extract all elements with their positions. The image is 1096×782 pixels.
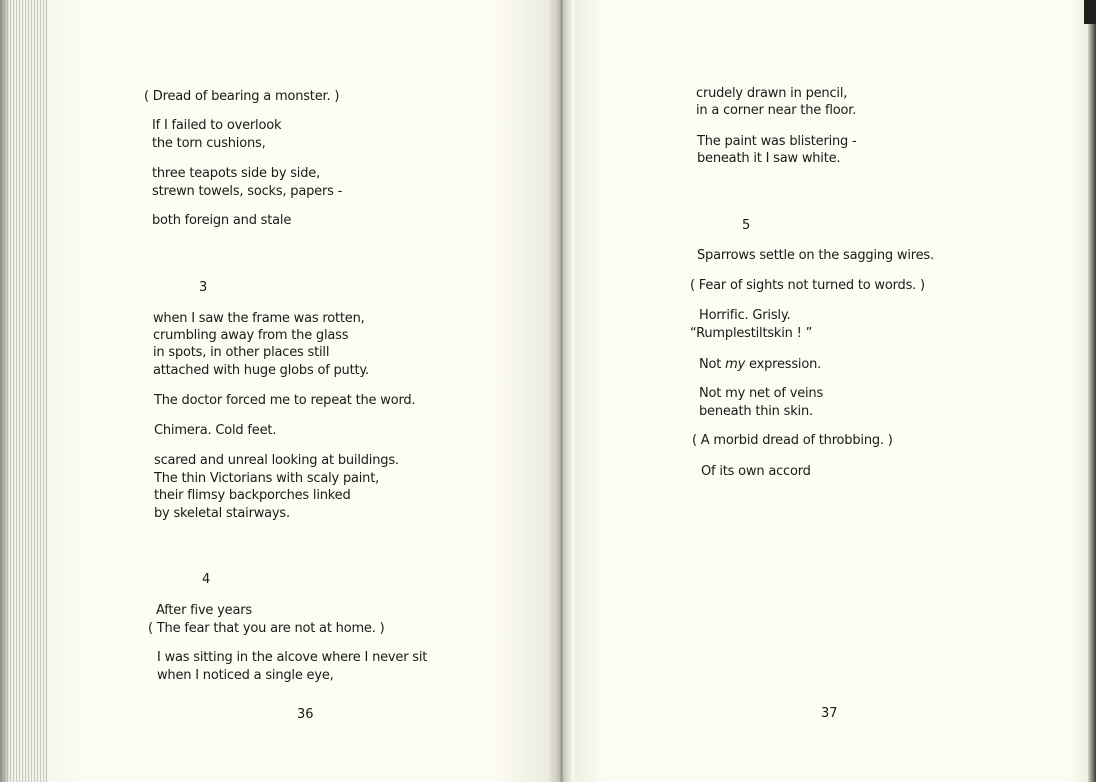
poem-line: I was sitting in the alcove where I never sit bbox=[157, 650, 428, 665]
section-number-4: 4 bbox=[202, 572, 211, 587]
poem-line: when I saw the frame was rotten, bbox=[153, 311, 365, 326]
line-segment: expression. bbox=[745, 357, 822, 372]
poem-line: The paint was blistering - bbox=[697, 134, 857, 149]
poem-line: scared and unreal looking at buildings. bbox=[154, 453, 399, 468]
page-number-right: 37 bbox=[821, 706, 838, 721]
poem-line: in spots, in other places still bbox=[153, 345, 330, 360]
poem-line: If I failed to overlook bbox=[152, 118, 282, 133]
page-number-left: 36 bbox=[297, 707, 314, 722]
poem-line: three teapots side by side, bbox=[152, 166, 321, 181]
poem-line: crumbling away from the glass bbox=[153, 328, 349, 343]
poem-line: both foreign and stale bbox=[152, 213, 292, 228]
poem-line: After five years bbox=[156, 603, 252, 618]
poem-line: in a corner near the floor. bbox=[696, 103, 857, 118]
poem-line: Of its own accord bbox=[701, 464, 811, 479]
page-edge-shadow bbox=[0, 0, 10, 782]
poem-line: by skeletal stairways. bbox=[154, 506, 290, 521]
line-segment: Not bbox=[699, 357, 726, 372]
poem-line: “Rumplestiltskin ! ” bbox=[690, 326, 813, 341]
right-page-edge bbox=[1088, 0, 1096, 782]
poem-line: crudely drawn in pencil, bbox=[696, 86, 848, 101]
poem-line: ( Fear of sights not turned to words. ) bbox=[690, 278, 925, 293]
poem-line: their flimsy backporches linked bbox=[154, 488, 351, 503]
poem-line: strewn towels, socks, papers - bbox=[152, 184, 343, 199]
poem-line: The doctor forced me to repeat the word. bbox=[154, 393, 416, 408]
poem-line: beneath thin skin. bbox=[699, 404, 813, 419]
book-gutter bbox=[548, 0, 574, 782]
poem-line: The thin Victorians with scaly paint, bbox=[154, 471, 380, 486]
poem-line: beneath it I saw white. bbox=[697, 151, 841, 166]
poem-line: ( The fear that you are not at home. ) bbox=[148, 621, 385, 636]
poem-line: ( A morbid dread of throbbing. ) bbox=[692, 433, 893, 448]
poem-line: Sparrows settle on the sagging wires. bbox=[697, 248, 934, 263]
poem-line: when I noticed a single eye, bbox=[157, 668, 334, 683]
corner-shadow bbox=[1084, 0, 1096, 24]
poem-line: the torn cushions, bbox=[152, 136, 266, 151]
section-number-5: 5 bbox=[742, 218, 751, 233]
italic-word: my bbox=[725, 357, 746, 372]
poem-line: attached with huge globs of putty. bbox=[153, 363, 369, 378]
section-number-3: 3 bbox=[199, 280, 208, 295]
poem-line: ( Dread of bearing a monster. ) bbox=[144, 89, 340, 104]
poem-line: Not my net of veins bbox=[699, 386, 824, 401]
poem-line: Horrific. Grisly. bbox=[699, 308, 791, 323]
poem-line bbox=[699, 356, 821, 374]
poem-line: Chimera. Cold feet. bbox=[154, 423, 277, 438]
